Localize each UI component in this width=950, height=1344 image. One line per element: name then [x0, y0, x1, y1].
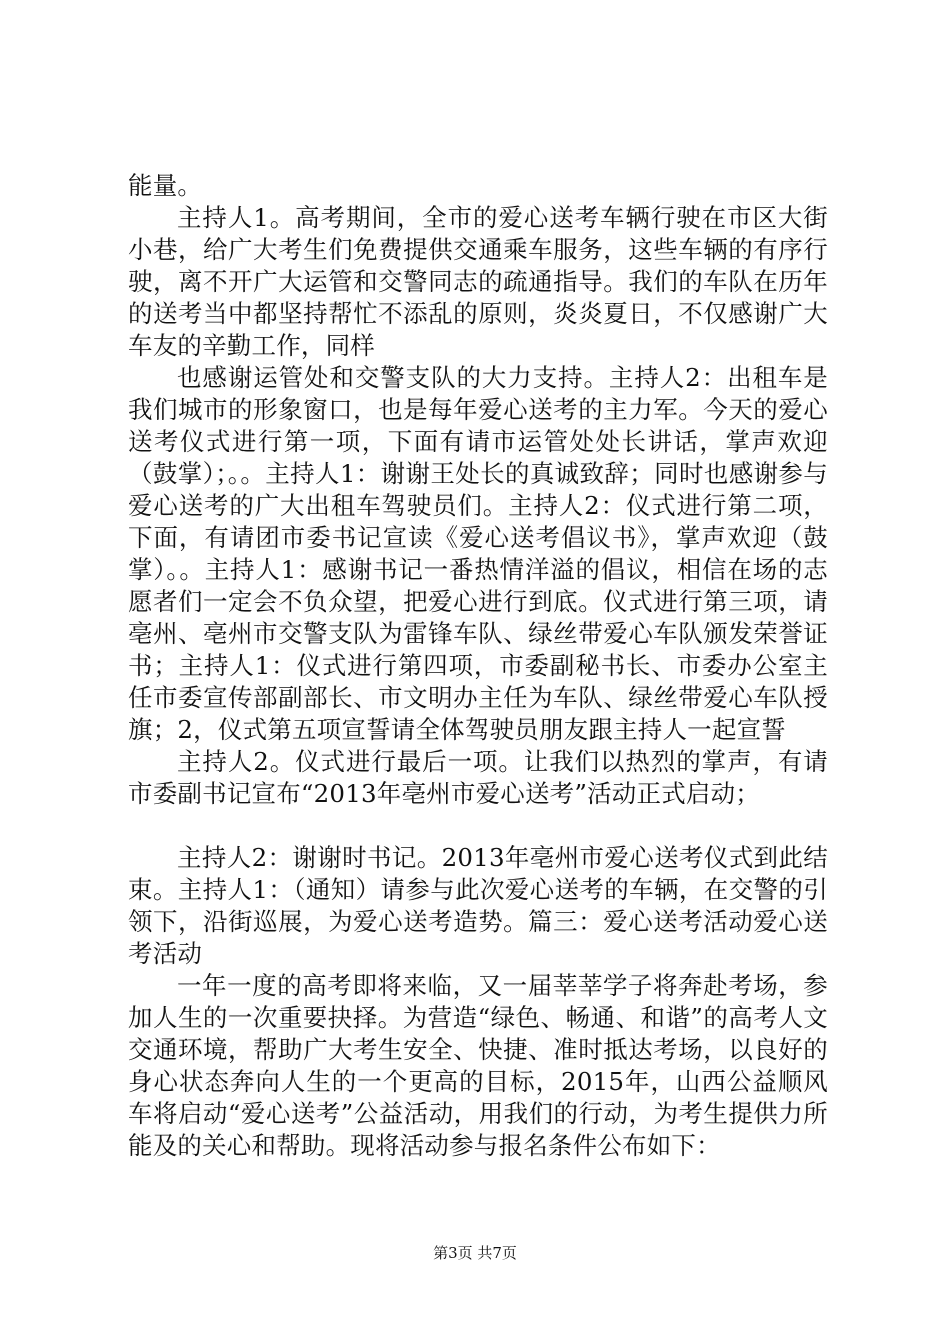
paragraph-2: 主持人1。高考期间，全市的爱心送考车辆行驶在市区大街小巷，给广大考生们免费提供交通乘车服务，这些车辆的有序行驶，离不开广大运管和交警同志的疏通指导。我们的车队在历年的送考当中都坚持帮忙不添乱的原则，炎炎夏日，不仅感谢广大车友的辛勤工作，同样: [128, 203, 828, 360]
paragraph-5: 主持人2：谢谢时书记。2013年亳州市爱心送考仪式到此结束。主持人1：（通知）请参与此次爱心送考的车辆，在交警的引领下，沿街巡展，为爱心送考造势。篇三：爱心送考活动爱心送考活动: [128, 843, 828, 968]
document-body: [128, 170, 828, 1162]
blank-line: [128, 810, 828, 842]
paragraph-6: 一年一度的高考即将来临，又一届莘莘学子将奔赴考场，参加人生的一次重要抉择。为营造“绿色、畅通、和谐”的高考人文交通环境，帮助广大考生安全、快捷、准时抵达考场，以良好的身心状态奔向人生的一个更高的目标，2015年，山西公益顺风车将启动“爱心送考”公益活动，用我们的行动，为考生提供力所能及的关心和帮助。现将活动参与报名条件公布如下：: [128, 971, 828, 1160]
paragraph-4: 主持人2。仪式进行最后一项。让我们以热烈的掌声，有请市委副书记宣布“2013年亳州市爱心送考”活动正式启动；: [128, 747, 828, 808]
paragraph-1: 能量。: [128, 171, 203, 200]
page-footer: [0, 1243, 950, 1263]
paragraph-3: 也感谢运管处和交警支队的大力支持。主持人2：出租车是我们城市的形象窗口，也是每年爱心送考的主力军。今天的爱心送考仪式进行第一项，下面有请市运管处处长讲话，掌声欢迎（鼓掌）；。。主持人1：谢谢王处长的真诚致辞；同时也感谢参与爱心送考的广大出租车驾驶员们。主持人2：仪式进行第二项，下面，有请团市委书记宣读《爱心送考倡议书》，掌声欢迎（鼓掌）。。主持人1：感谢书记一番热情洋溢的倡议，相信在场的志愿者们一定会不负众望，把爱心进行到底。仪式进行第三项，请亳州、亳州市交警支队为雷锋车队、绿丝带爱心车队颁发荣誉证书；主持人1：仪式进行第四项，市委副秘书长、市委办公室主任市委宣传部副部长、市文明办主任为车队、绿丝带爱心车队授旗；2，仪式第五项宣誓请全体驾驶员朋友跟主持人一起宣誓: [128, 363, 828, 744]
page-number-label: 第3页 共7页: [433, 1244, 517, 1262]
